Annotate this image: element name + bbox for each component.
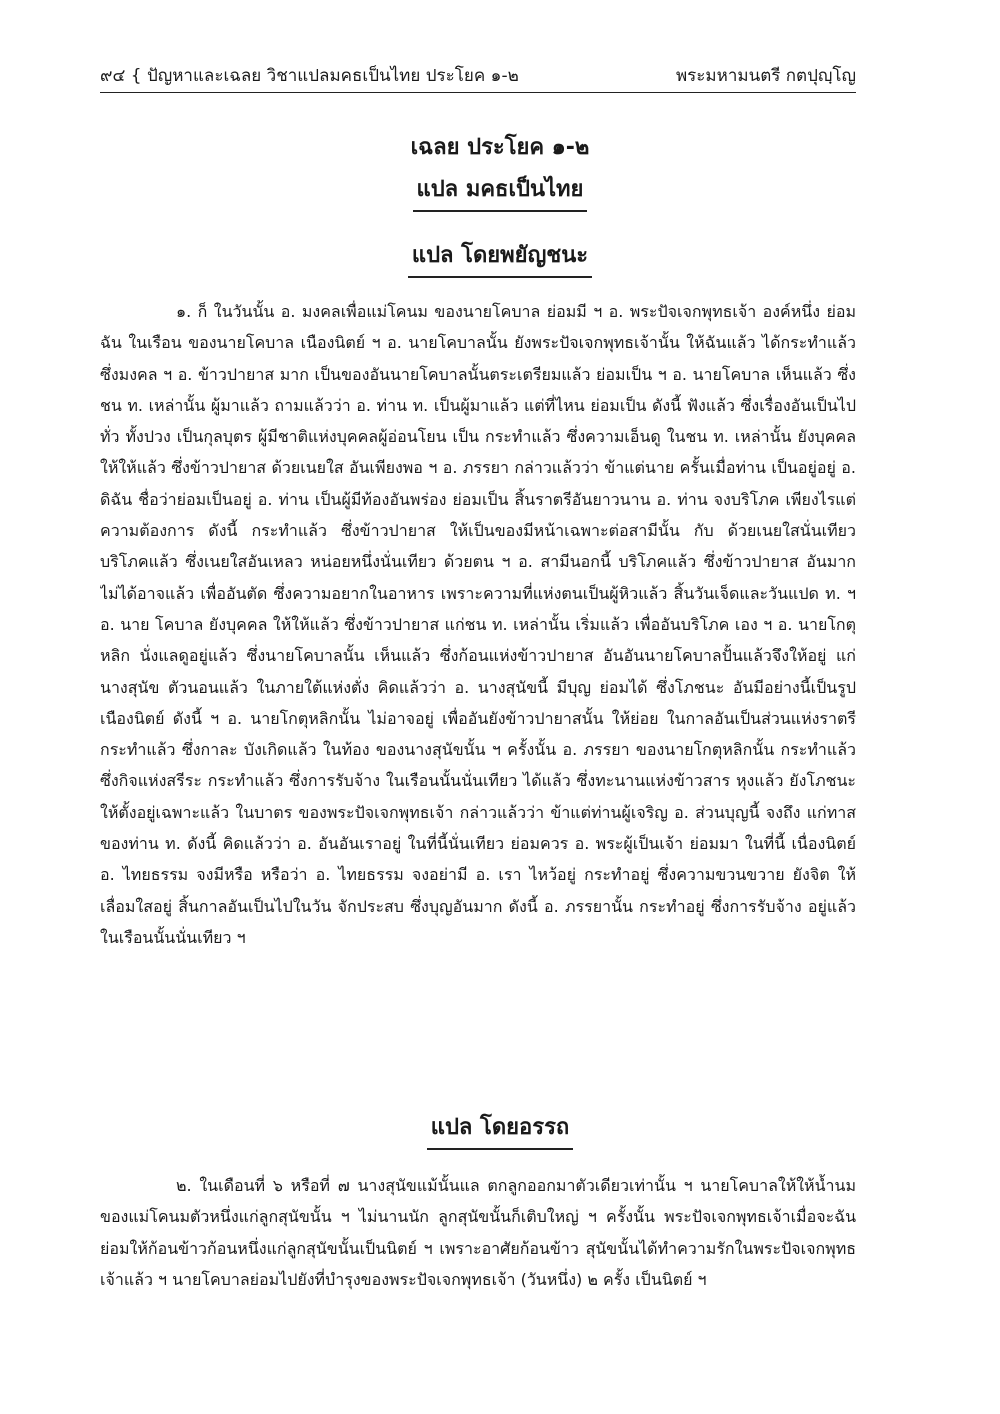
section-title-literal [0,238,1000,278]
page-header [100,62,856,93]
page-subtitle [0,172,1000,212]
section-title-meaning [0,1110,1000,1150]
header-author: พระมหามนตรี กตปุญฺโญ [675,66,856,86]
section-title-meaning-text: แปล โดยอรรถ [427,1110,573,1150]
section-title-literal-text: แปล โดยพยัญชนะ [408,238,592,278]
paragraph-meaning-translation: ๒. ในเดือนที่ ๖ หรือที่ ๗ นางสุนัขแม้นั้นแล ตกลูกออกมาตัวเดียวเท่านั้น ฯ นายโคบาลให้ให้น้ำนมของแม่โคนมตัวหนึ่งแก่ลูกสุนัขนั้น ฯ ไม่นานนัก ลูกสุนัขนั้นก็เติบใหญ่ ฯ ครั้งนั้น พระปัจเจกพุทธเจ้าเมื่อจะฉัน ย่อมให้ก้อนข้าวก้อนหนึ่งแก่ลูกสุนัขนั้นเป็นนิตย์ ฯ เพราะอาศัยก้อนข้าว สุนัขนั้นได้ทำความรักในพระปัจเจกพุทธเจ้าแล้ว ฯ นายโคบาลย่อมไปยังที่บำรุงของพระปัจเจกพุทธเจ้า (วันหนึ่ง) ๒ ครั้ง เป็นนิตย์ ฯ [100,1176,856,1289]
header-page-number-and-book-title: ๙๔ { ปัญหาและเฉลย วิชาแปลมคธเป็นไทย ประโยค ๑-๒ [100,66,519,86]
page-title: เฉลย ประโยค ๑-๒ [410,135,590,160]
page-subtitle-text: แปล มคธเป็นไทย [413,172,588,212]
paragraph-literal-translation: ๑. ก็ ในวันนั้น อ. มงคลเพื่อแม่โคนม ของนายโคบาล ย่อมมี ฯ อ. พระปัจเจกพุทธเจ้า องค์หนึ่ง ย่อมฉัน ในเรือน ของนายโคบาล เนืองนิตย์ ฯ อ. นายโคบาลนั้น ยังพระปัจเจกพุทธเจ้านั้น ให้ฉันแล้ว ได้กระทำแล้ว ซึ่งมงคล ฯ อ. ข้าวปายาส มาก เป็นของอันนายโคบาลนั้นตระเตรียมแล้ว ย่อมเป็น ฯ อ. นายโคบาล เห็นแล้ว ซึ่งชน ท. เหล่านั้น ผู้มาแล้ว ถามแล้วว่า อ. ท่าน ท. เป็นผู้มาแล้ว แต่ที่ไหน ย่อมเป็น ดังนี้ ฟังแล้ว ซึ่งเรื่องอันเป็นไปทั่ว ทั้งปวง เป็นกุลบุตร ผู้มีชาติแห่งบุคคลผู้อ่อนโยน เป็น กระทำแล้ว ซึ่งความเอ็นดู ในชน ท. เหล่านั้น ยังบุคคล ให้ให้แล้ว ซึ่งข้าวปายาส ด้วยเนยใส อันเพียงพอ ฯ อ. ภรรยา กล่าวแล้วว่า ข้าแต่นาย ครั้นเมื่อท่าน เป็นอยู่อยู่ อ. ดิฉัน ชื่อว่าย่อมเป็นอยู่ อ. ท่าน เป็นผู้มีท้องอันพร่อง ย่อมเป็น สิ้นราตรีอันยาวนาน อ. ท่าน จงบริโภค เพียงไรแต่ความต้องการ ดังนี้ กระทำแล้ว ซึ่งข้าวปายาส ให้เป็นของมีหน้าเฉพาะต่อสามีนั้น กับ ด้วยเนยใสนั่นเทียว บริโภคแล้ว ซึ่งเนยใสอันเหลว หน่อยหนึ่งนั่นเทียว ด้วยตน ฯ อ. สามีนอกนี้ บริโภคแล้ว ซึ่งข้าวปายาส อันมาก ไม่ได้อาจแล้ว เพื่ออันตัด ซึ่งความอยากในอาหาร เพราะความที่แห่งตนเป็นผู้หิวแล้ว สิ้นวันเจ็ดและวันแปด ท. ฯ อ. นาย โคบาล ยังบุคคล ให้ให้แล้ว ซึ่งข้าวปายาส แก่ชน ท. เหล่านั้น เริ่มแล้ว เพื่ออันบริโภค เอง ฯ อ. นายโกตุหลิก นั่งแลดูอยู่แล้ว ซึ่งนายโคบาลนั้น เห็นแล้ว ซึ่งก้อนแห่งข้าวปายาส อันอันนายโคบาลปั้นแล้วจึงให้อยู่ แก่นางสุนัข ตัวนอนแล้ว ในภายใต้แห่งตั่ง คิดแล้วว่า อ. นางสุนัขนี้ มีบุญ ย่อมได้ ซึ่งโภชนะ อันมีอย่างนี้เป็นรูป เนืองนิตย์ ดังนี้ ฯ อ. นายโกตุหลิกนั้น ไม่อาจอยู่ เพื่ออันยังข้าวปายาสนั้น ให้ย่อย ในกาลอันเป็นส่วนแห่งราตรี กระทำแล้ว ซึ่งกาละ บังเกิดแล้ว ในท้อง ของนางสุนัขนั้น ฯ ครั้งนั้น อ. ภรรยา ของนายโกตุหลิกนั้น กระทำแล้ว ซึ่งกิจแห่งสรีระ กระทำแล้ว ซึ่งการรับจ้าง ในเรือนนั้นนั่นเทียว ได้แล้ว ซึ่งทะนานแห่งข้าวสาร หุงแล้ว ยังโภชนะ ให้ตั้งอยู่เฉพาะแล้ว ในบาตร ของพระปัจเจกพุทธเจ้า กล่าวแล้วว่า ข้าแต่ท่านผู้เจริญ อ. ส่วนบุญนี้ จงถึง แก่ทาส ของท่าน ท. ดังนี้ คิดแล้วว่า อ. อันอันเราอยู่ ในที่นี้นั่นเทียว ย่อมควร อ. พระผู้เป็นเจ้า ย่อมมา ในที่นี้ เนื่องนิตย์ อ. ไทยธรรม จงมีหรือ หรือว่า อ. ไทยธรรม จงอย่ามี อ. เรา ไหว้อยู่ กระทำอยู่ ซึ่งความขวนขวาย ยังจิต ให้เลื่อมใสอยู่ สิ้นกาลอันเป็นไปในวัน จักประสบ ซึ่งบุญอันมาก ดังนี้ อ. ภรรยานั้น กระทำอยู่ ซึ่งการรับจ้าง อยู่แล้ว ในเรือนนั้นนั่นเทียว ฯ [100,302,856,947]
